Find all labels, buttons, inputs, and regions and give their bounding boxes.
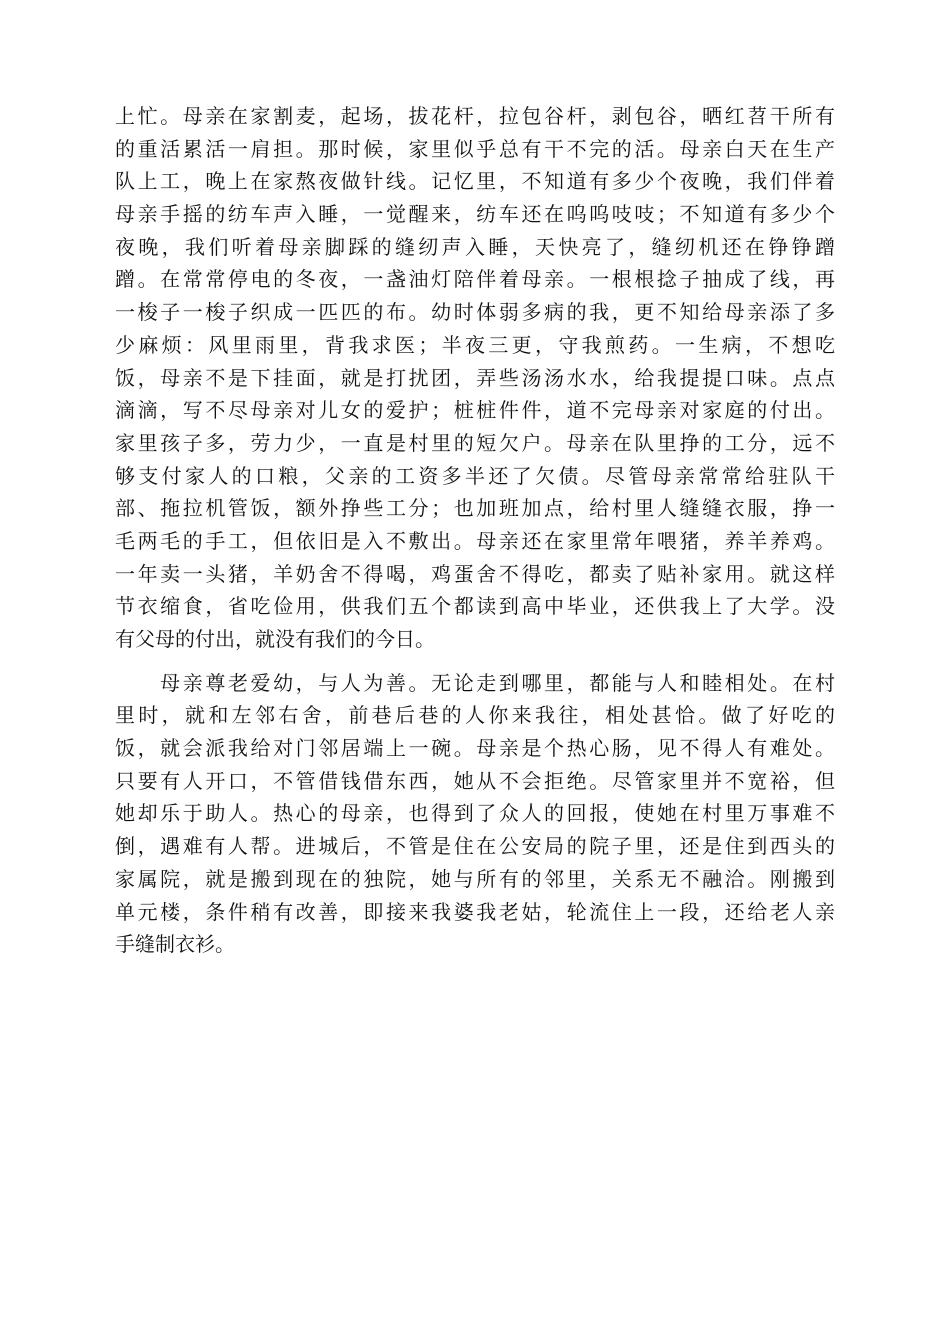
text-line: 的重活累活一肩担。那时候，家里似乎总有干不完的活。母亲白天在生产	[115, 136, 835, 161]
text-line: 她却乐于助人。热心的母亲，也得到了众人的回报，使她在村里万事难不	[115, 801, 835, 826]
text-line: 饭，就会派我给对门邻居端上一碗。母亲是个热心肠，见不得人有难处。	[115, 736, 835, 761]
text-line: 家里孩子多，劳力少，一直是村里的短欠户。母亲在队里挣的工分，远不	[115, 430, 835, 455]
text-line: 只要有人开口，不管借钱借东西，她从不会拒绝。尽管家里并不宽裕，但	[115, 768, 835, 793]
text-line: 有父母的付出，就没有我们的今日。	[115, 627, 435, 651]
document-body	[115, 100, 835, 961]
text-line: 手缝制衣衫。	[115, 932, 235, 957]
text-line: 饭，母亲不是下挂面，就是打扰团，弄些汤汤水水，给我提提口味。点点	[115, 365, 835, 390]
text-line: 母亲尊老爱幼，与人为善。无论走到哪里，都能与人和睦相处。在村	[115, 670, 835, 695]
text-line: 够支付家人的口粮，父亲的工资多半还了欠债。尽管母亲常常给驻队干	[115, 463, 835, 488]
text-line: 毛两毛的手工，但依旧是入不敷出。母亲还在家里常年喂猪，养羊养鸡。	[115, 528, 835, 553]
text-line: 上忙。母亲在家割麦，起场，拔花杆，拉包谷杆，剥包谷，晒红苕干所有	[115, 104, 835, 128]
text-line: 节衣缩食，省吃俭用，供我们五个都读到高中毕业，还供我上了大学。没	[115, 594, 835, 619]
text-line: 部、拖拉机管饭，额外挣些工分；也加班加点，给村里人缝缝衣服，挣一	[115, 496, 835, 521]
paragraph-1	[115, 100, 835, 656]
text-line: 单元楼，条件稍有改善，即接来我婆我老姑，轮流住上一段，还给老人亲	[115, 899, 835, 924]
text-line: 少麻烦：风里雨里，背我求医；半夜三更，守我煎药。一生病，不想吃	[115, 332, 835, 357]
text-line: 蹭。在常常停电的冬夜，一盏油灯陪伴着母亲。一根根捻子抽成了线，再	[115, 267, 835, 292]
text-line: 夜晚，我们听着母亲脚踩的缝纫声入睡，天快亮了，缝纫机还在铮铮蹭	[115, 234, 835, 259]
text-line: 一年卖一头猪，羊奶舍不得喝，鸡蛋舍不得吃，都卖了贴补家用。就这样	[115, 561, 835, 586]
text-line: 队上工，晚上在家熬夜做针线。记忆里，不知道有多少个夜晚，我们伴着	[115, 169, 835, 194]
paragraph-2	[115, 667, 835, 961]
text-line: 一梭子一梭子织成一匹匹的布。幼时体弱多病的我，更不知给母亲添了多	[115, 300, 835, 325]
text-line: 母亲手摇的纺车声入睡，一觉醒来，纺车还在呜呜吱吱；不知道有多少个	[115, 202, 835, 227]
paragraph-gap	[115, 656, 835, 667]
text-line: 滴滴，写不尽母亲对儿女的爱护；桩桩件件，道不完母亲对家庭的付出。	[115, 398, 835, 423]
text-line: 倒，遇难有人帮。进城后，不管是住在公安局的院子里，还是住到西头的	[115, 834, 835, 859]
text-line: 家属院，就是搬到现在的独院，她与所有的邻里，关系无不融洽。刚搬到	[115, 866, 835, 891]
text-line: 里时，就和左邻右舍，前巷后巷的人你来我往，相处甚恰。做了好吃的	[115, 703, 835, 728]
